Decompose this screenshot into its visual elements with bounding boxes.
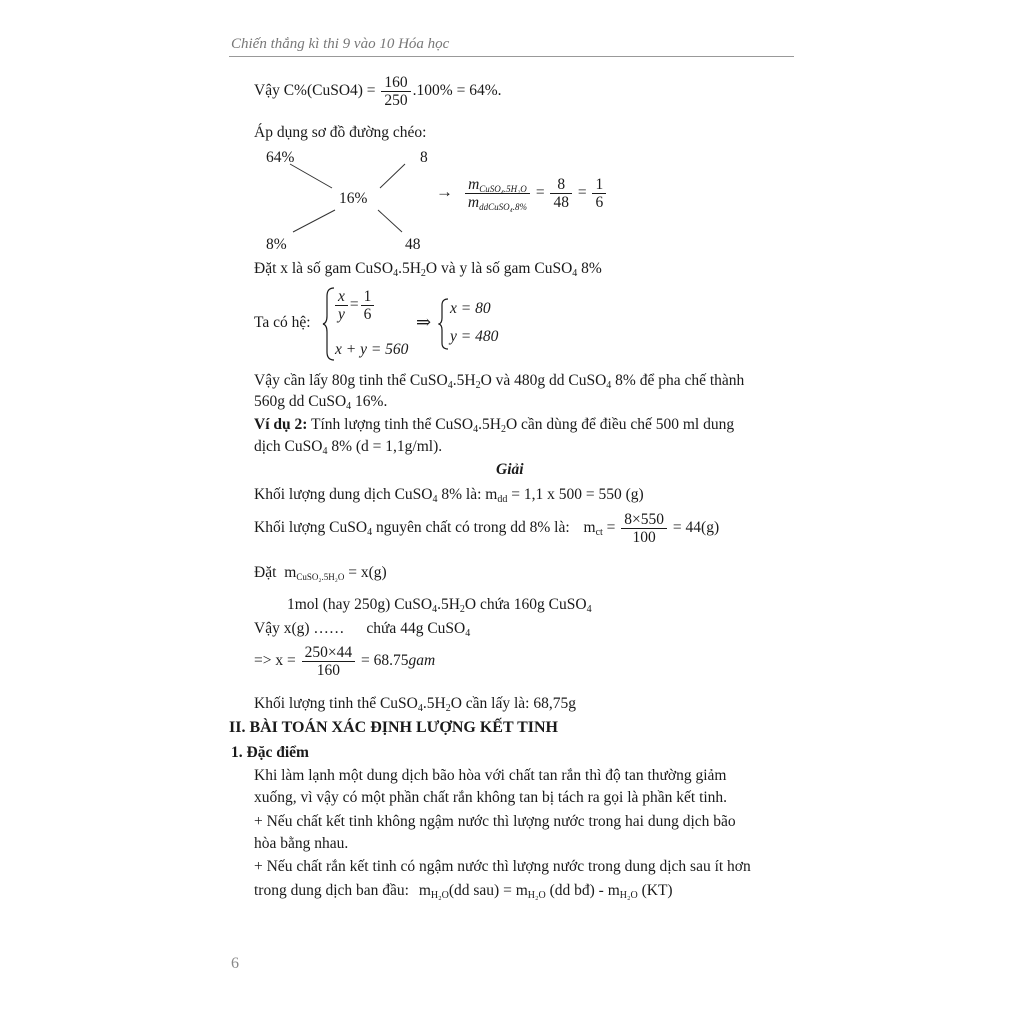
page-number: 6 <box>231 955 239 972</box>
implies-icon: ⇒ <box>416 312 432 332</box>
text: O và 480g dd CuSO <box>480 372 607 389</box>
m-symbol: m <box>607 882 620 899</box>
paragraph-line-6 <box>254 882 673 900</box>
system-eq2: x + y = 560 <box>335 341 409 358</box>
diagram-center: 16% <box>339 190 368 207</box>
m-symbol: m <box>515 882 528 899</box>
diag-line-tl <box>290 164 332 188</box>
subscript: 2 <box>475 380 481 391</box>
fraction-x-y <box>335 288 348 323</box>
fraction-1-6 <box>592 176 606 211</box>
subscript: 4 <box>465 628 471 639</box>
c-percent-prefix: Vậy C%(CuSO4) = <box>254 82 376 100</box>
subscript: CuSO₂.5H₂O <box>296 572 345 582</box>
text: Vậy cần lấy 80g tinh thể CuSO <box>254 372 448 389</box>
text: chứa 44g CuSO <box>366 620 466 637</box>
text: Tính lượng tinh thể CuSO <box>307 416 474 433</box>
text: (KT) <box>637 882 673 899</box>
subscript: 4 <box>432 604 438 615</box>
diag-line-bl <box>293 210 335 232</box>
text: Khối lượng dung dịch CuSO <box>254 486 433 503</box>
text: Đặt <box>254 564 277 581</box>
line-solution-mass <box>254 486 644 504</box>
text: 1mol (hay 250g) CuSO <box>287 596 433 613</box>
text: 8% là: m <box>437 486 498 503</box>
text: .5H <box>437 596 460 613</box>
fraction-1-6 <box>361 288 375 323</box>
paragraph-line-4: hòa bằng nhau. <box>254 835 349 852</box>
equals: = <box>349 296 359 314</box>
equals: = <box>602 519 616 537</box>
text: 8% <box>577 260 602 277</box>
m-symbol: m <box>467 194 480 212</box>
m-symbol: m <box>284 564 297 581</box>
text: = 1,1 x 500 = 550 (g) <box>507 486 644 503</box>
subscript: 2 <box>500 424 506 435</box>
frac-num: 160 <box>381 74 410 92</box>
text: nguyên chất có trong dd 8% là: <box>372 519 570 537</box>
subscript: 4 <box>586 604 592 615</box>
line-x-grams <box>254 620 470 638</box>
text: dịch CuSO <box>254 438 323 455</box>
line-apply-diagram: Áp dụng sơ đồ đường chéo: <box>254 124 427 141</box>
example-2-line-2 <box>254 438 442 456</box>
subscript: H₂O <box>430 890 449 901</box>
result-44g: = 44(g) <box>672 519 720 537</box>
left-brace-icon <box>438 297 450 351</box>
mass-ratio-den <box>465 194 530 211</box>
subscript: H₂O <box>527 890 546 901</box>
subscript: 4 <box>346 401 352 412</box>
header-rule <box>229 56 794 57</box>
diag-line-tr <box>380 164 405 188</box>
frac-den: 48 <box>553 194 569 212</box>
diagram-top-right: 8 <box>420 149 428 166</box>
arrow-right-icon: → <box>436 182 453 202</box>
subscript: 4 <box>432 494 438 505</box>
text: (dd bđ) - <box>545 882 604 899</box>
text: .5H <box>422 695 446 712</box>
frac-den: y <box>338 306 345 324</box>
text: .5H <box>478 416 501 433</box>
paragraph-line-5: + Nếu chất rắn kết tinh có ngậm nước thì lượng nước trong dung dịch sau ít hơn <box>254 858 751 875</box>
example-label: Ví dụ 2: <box>254 416 308 433</box>
subscript: 4 <box>447 380 453 391</box>
text: 16%. <box>351 393 388 410</box>
subsection-heading-1: 1. Đặc điểm <box>231 744 309 761</box>
text: Đặt x là số gam CuSO <box>254 260 394 277</box>
system-label: Ta có hệ: <box>254 314 311 331</box>
frac-num: 250×44 <box>302 644 356 662</box>
ratio-expression <box>436 176 608 211</box>
diagram-bottom-right: 48 <box>405 236 421 253</box>
frac-num: 8 <box>550 176 572 194</box>
subscript: 4 <box>393 268 399 279</box>
frac-den: 6 <box>363 306 372 324</box>
line-conclusion-1 <box>254 372 744 390</box>
system-eq1 <box>333 288 376 323</box>
frac-den: 250 <box>384 92 408 110</box>
unit: gam <box>408 652 436 670</box>
m-symbol: m <box>418 882 431 899</box>
mass-ratio-num-sub: CuSO₄.5H₂O <box>479 184 527 194</box>
text: .5H <box>398 260 421 277</box>
text: = x(g) <box>344 564 387 581</box>
solution-heading: Giải <box>496 461 524 478</box>
text: trong dung dịch ban đầu: <box>254 882 409 899</box>
subscript: 4 <box>572 268 578 279</box>
text: O cần lấy là: 68,75g <box>450 695 576 712</box>
frac-den: 6 <box>595 194 604 212</box>
frac-num: x <box>335 288 348 306</box>
example-2-line-1 <box>254 416 734 434</box>
line-1mol <box>287 596 592 614</box>
text: O cần dùng để điều chế 500 ml dung <box>505 416 735 433</box>
equals-1: = <box>535 184 545 202</box>
m-symbol: m <box>468 176 480 193</box>
text: Khối lượng CuSO <box>254 519 368 537</box>
line-conclusion-2 <box>254 393 387 411</box>
text: O chứa 160g CuSO <box>464 596 587 613</box>
text: Khối lượng tinh thể CuSO <box>254 695 418 712</box>
text: .5H <box>452 372 476 389</box>
running-header: Chiến thắng kì thi 9 vào 10 Hóa học <box>231 36 450 52</box>
subscript: 2 <box>420 268 426 279</box>
text: (dd sau) = <box>448 882 512 899</box>
c-percent-suffix: .100% = 64%. <box>412 82 502 100</box>
text: 560g dd CuSO <box>254 393 347 410</box>
line-x-result <box>254 644 435 679</box>
fraction-250x44-160 <box>302 644 356 679</box>
subscript: 4 <box>606 380 612 391</box>
line-pure-mass <box>254 511 719 546</box>
subscript: 4 <box>367 527 373 539</box>
line-c-percent <box>254 74 502 109</box>
result-y: y = 480 <box>450 328 499 345</box>
diagram-bottom-left: 8% <box>266 236 287 253</box>
text: = 68.75 <box>360 652 409 670</box>
frac-den: 160 <box>316 662 340 680</box>
subscript: ct <box>595 527 603 539</box>
line-set-m <box>254 564 387 582</box>
frac-den: 100 <box>632 529 656 547</box>
subscript: 4 <box>473 424 479 435</box>
fraction-8x550-100 <box>621 511 667 546</box>
subscript: dd <box>497 494 508 505</box>
result-x: x = 80 <box>450 300 491 317</box>
text: Vậy x(g) …… <box>254 620 345 637</box>
equals-2: = <box>577 184 587 202</box>
line-crystal-mass <box>254 695 576 713</box>
section-heading-2: II. BÀI TOÁN XÁC ĐỊNH LƯỢNG KẾT TINH <box>229 719 558 736</box>
subscript: 2 <box>459 604 465 615</box>
text: 8% (d = 1,1g/ml). <box>327 438 443 455</box>
line-define-xy <box>254 260 602 278</box>
subscript: 4 <box>322 446 328 457</box>
paragraph-line-1: Khi làm lạnh một dung dịch bão hòa với chất tan rắn thì độ tan thường giảm <box>254 767 727 784</box>
mass-ratio-num <box>465 176 530 194</box>
text: 8% để pha chế thành <box>611 372 745 389</box>
subscript: H₂O <box>619 890 638 901</box>
frac-num: 8×550 <box>621 511 667 529</box>
mass-ratio-fraction <box>465 176 530 211</box>
diag-line-br <box>378 210 402 232</box>
frac-num: 1 <box>592 176 606 194</box>
frac-num: 1 <box>361 288 375 306</box>
paragraph-line-2: xuống, vì vậy có một phần chất rắn không tan bị tách ra gọi là phần kết tinh. <box>254 789 728 806</box>
text: O và y là số gam CuSO <box>425 260 573 277</box>
m-symbol: m <box>583 519 596 537</box>
subscript: 4 <box>417 703 423 714</box>
subscript: 2 <box>445 703 451 714</box>
text: => x = <box>254 652 296 670</box>
paragraph-line-3: + Nếu chất kết tinh không ngậm nước thì lượng nước trong hai dung dịch bão <box>254 813 736 830</box>
fraction-8-48 <box>550 176 572 211</box>
fraction-160-250 <box>381 74 410 109</box>
diagram-top-left: 64% <box>266 149 295 166</box>
mass-ratio-den-sub: ddCuSO₄.8% <box>479 202 527 213</box>
